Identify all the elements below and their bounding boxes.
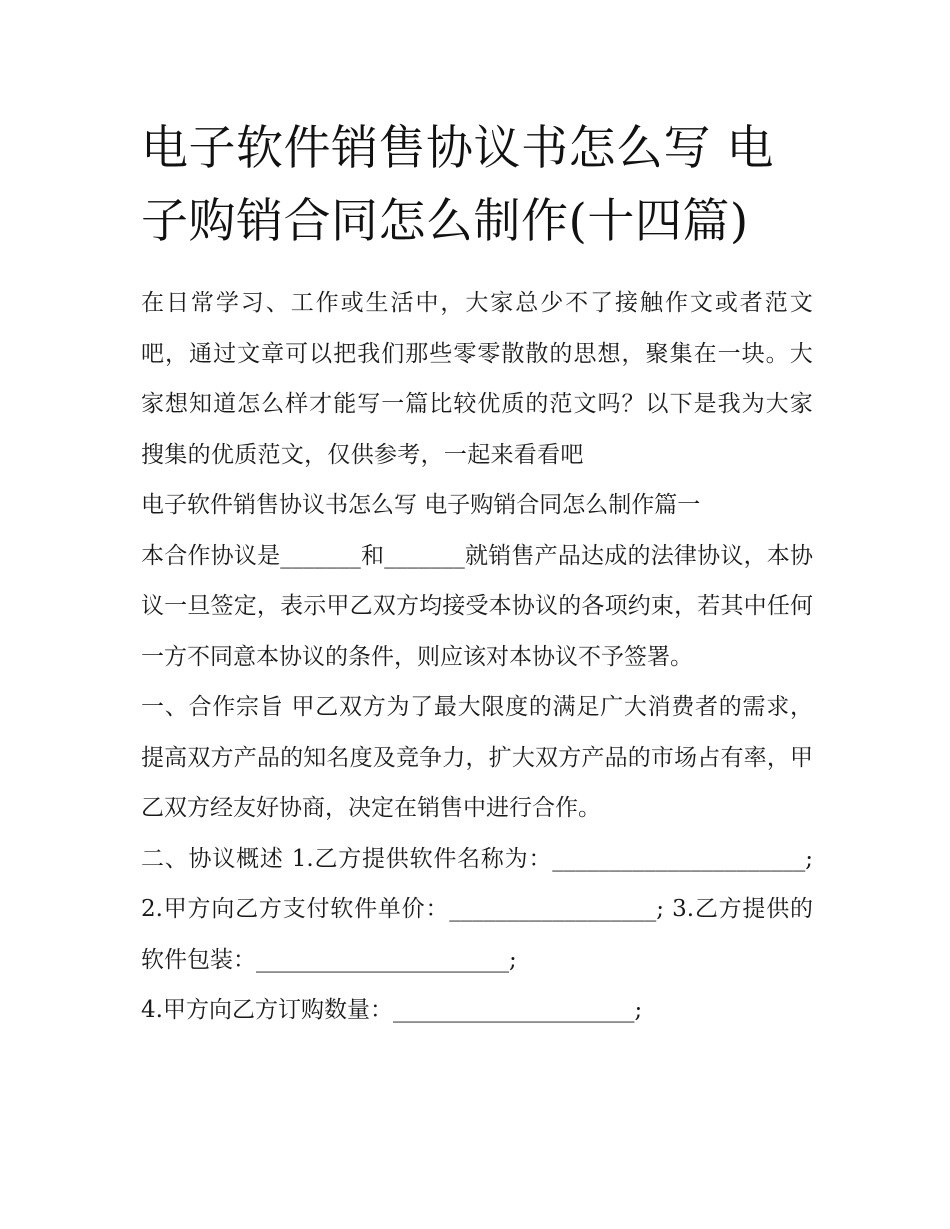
intro-paragraph: 在日常学习、工作或生活中，大家总少不了接触作文或者范文吧，通过文章可以把我们那些零零散散的思想，聚集在一块。大家想知道怎么样才能写一篇比较优质的范文吗？以下是我为大家搜集的优质范文，仅供参考，一起来看看吧	[141, 290, 813, 468]
document-body	[141, 278, 813, 1036]
purpose-clause: 一、合作宗旨 甲乙双方为了最大限度的满足广大消费者的需求，提高双方产品的知名度及竞争力，扩大双方产品的市场占有率，甲乙双方经友好协商，决定在销售中进行合作。	[141, 694, 813, 821]
agreement-paragraph: 本合作协议是_______和_______就销售产品达成的法律协议，本协议一旦签定，表示甲乙双方均接受本协议的各项约束，若其中任何一方不同意本协议的条件，则应该对本协议不予签署。	[141, 542, 813, 670]
overview-clause: 二、协议概述 1.乙方提供软件名称为：______________________; 2.甲方向乙方支付软件单价：__________________; 3.乙方提供的软件包装：______________________;	[141, 845, 813, 973]
document-title: 电子软件销售协议书怎么写 电子购销合同怎么制作(十四篇)	[141, 121, 774, 249]
section-heading: 电子软件销售协议书怎么写 电子购销合同怎么制作篇一	[141, 492, 701, 518]
quantity-clause: 4.甲方向乙方订购数量：_____________________;	[141, 997, 643, 1023]
document-page	[141, 112, 813, 1036]
